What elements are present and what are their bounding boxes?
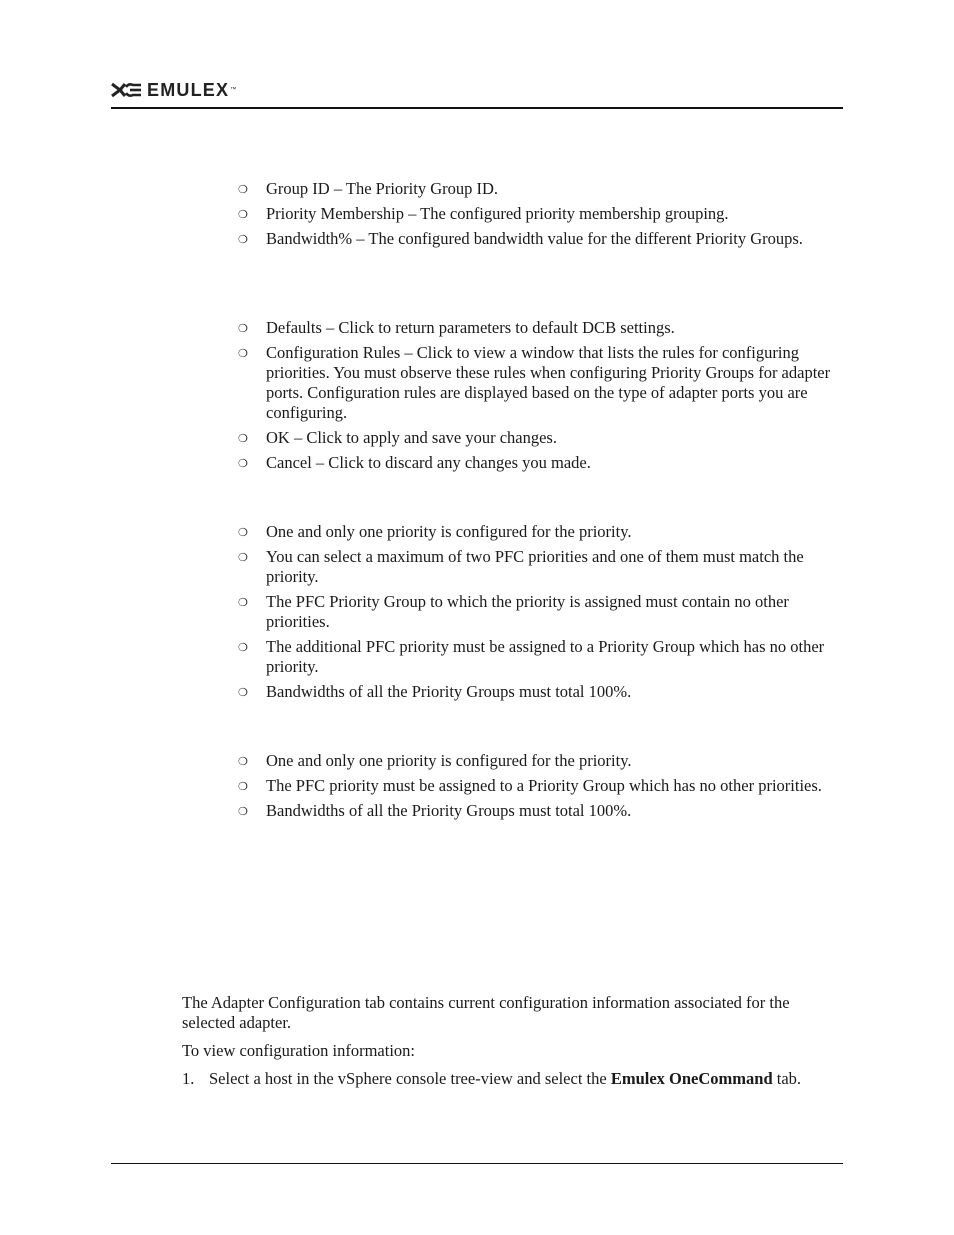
trademark-mark: ™ bbox=[230, 87, 237, 93]
bullet-icon: ❍ bbox=[238, 596, 248, 609]
bullet-icon: ❍ bbox=[238, 322, 248, 335]
view-config-paragraph: To view configuration information: bbox=[182, 1041, 415, 1060]
bullet-icon: ❍ bbox=[238, 457, 248, 470]
bullet-icon: ❍ bbox=[238, 208, 248, 221]
bullet-icon: ❍ bbox=[238, 686, 248, 699]
page-header bbox=[111, 78, 843, 110]
bullet-list-rules-b bbox=[238, 751, 843, 826]
emulex-onecommand-tab-name: Emulex OneCommand bbox=[610, 1069, 773, 1088]
bullet-list-rules-a bbox=[238, 522, 843, 707]
bullet-icon: ❍ bbox=[238, 755, 248, 768]
list-item: ❍ Configuration Rules – Click to view a window that lists the rules for configuring priorities. You must observe these rules when configuring Priority Groups for adapter ports. Configuration rules are displayed based on the type of adapter ports you are configuring. bbox=[238, 343, 831, 422]
list-item: ❍ Cancel – Click to discard any changes you made. bbox=[238, 453, 843, 473]
footer-rule bbox=[111, 1163, 843, 1164]
bullet-icon: ❍ bbox=[238, 526, 248, 539]
list-item: ❍ OK – Click to apply and save your changes. bbox=[238, 428, 843, 448]
bullet-icon: ❍ bbox=[238, 780, 248, 793]
step-number: 1. bbox=[182, 1069, 195, 1088]
bullet-icon: ❍ bbox=[238, 347, 248, 360]
list-item: ❍ The PFC Priority Group to which the priority is assigned must contain no other priorities. bbox=[238, 592, 789, 631]
bullet-icon: ❍ bbox=[238, 551, 248, 564]
list-item: ❍ Bandwidths of all the Priority Groups must total 100%. bbox=[238, 682, 843, 702]
bullet-list-buttons bbox=[238, 318, 843, 478]
intro-paragraph: The Adapter Configuration tab contains current configuration information associated for the selected adapter. bbox=[182, 993, 790, 1032]
bullet-icon: ❍ bbox=[238, 183, 248, 196]
list-item: ❍ Group ID – The Priority Group ID. bbox=[238, 179, 843, 199]
list-item: ❍ You can select a maximum of two PFC priorities and one of them must match the priority. bbox=[238, 547, 804, 586]
emulex-logo-icon bbox=[111, 82, 143, 98]
step-1 bbox=[182, 1069, 842, 1089]
list-item: ❍ Bandwidths of all the Priority Groups must total 100%. bbox=[238, 801, 843, 821]
bullet-icon: ❍ bbox=[238, 233, 248, 246]
step-text: Select a host in the vSphere console tree-view and select the Emulex OneCommand tab. bbox=[209, 1069, 802, 1088]
list-item: ❍ Defaults – Click to return parameters to default DCB settings. bbox=[238, 318, 843, 338]
bullet-icon: ❍ bbox=[238, 641, 248, 654]
list-item: ❍ One and only one priority is configured for the priority. bbox=[238, 522, 843, 542]
list-item: ❍ Bandwidth% – The configured bandwidth value for the different Priority Groups. bbox=[238, 229, 843, 249]
bullet-list-priority-group-fields bbox=[238, 179, 843, 254]
header-rule bbox=[111, 107, 843, 109]
list-item: ❍ One and only one priority is configured for the priority. bbox=[238, 751, 843, 771]
list-item: ❍ Priority Membership – The configured priority membership grouping. bbox=[238, 204, 843, 224]
bullet-icon: ❍ bbox=[238, 805, 248, 818]
logo-text: EMULEX bbox=[147, 80, 230, 100]
emulex-logo bbox=[111, 81, 236, 99]
list-item: ❍ The additional PFC priority must be assigned to a Priority Group which has no other priority. bbox=[238, 637, 825, 676]
bullet-icon: ❍ bbox=[238, 432, 248, 445]
list-item: ❍ The PFC priority must be assigned to a Priority Group which has no other priorities. bbox=[238, 776, 843, 796]
